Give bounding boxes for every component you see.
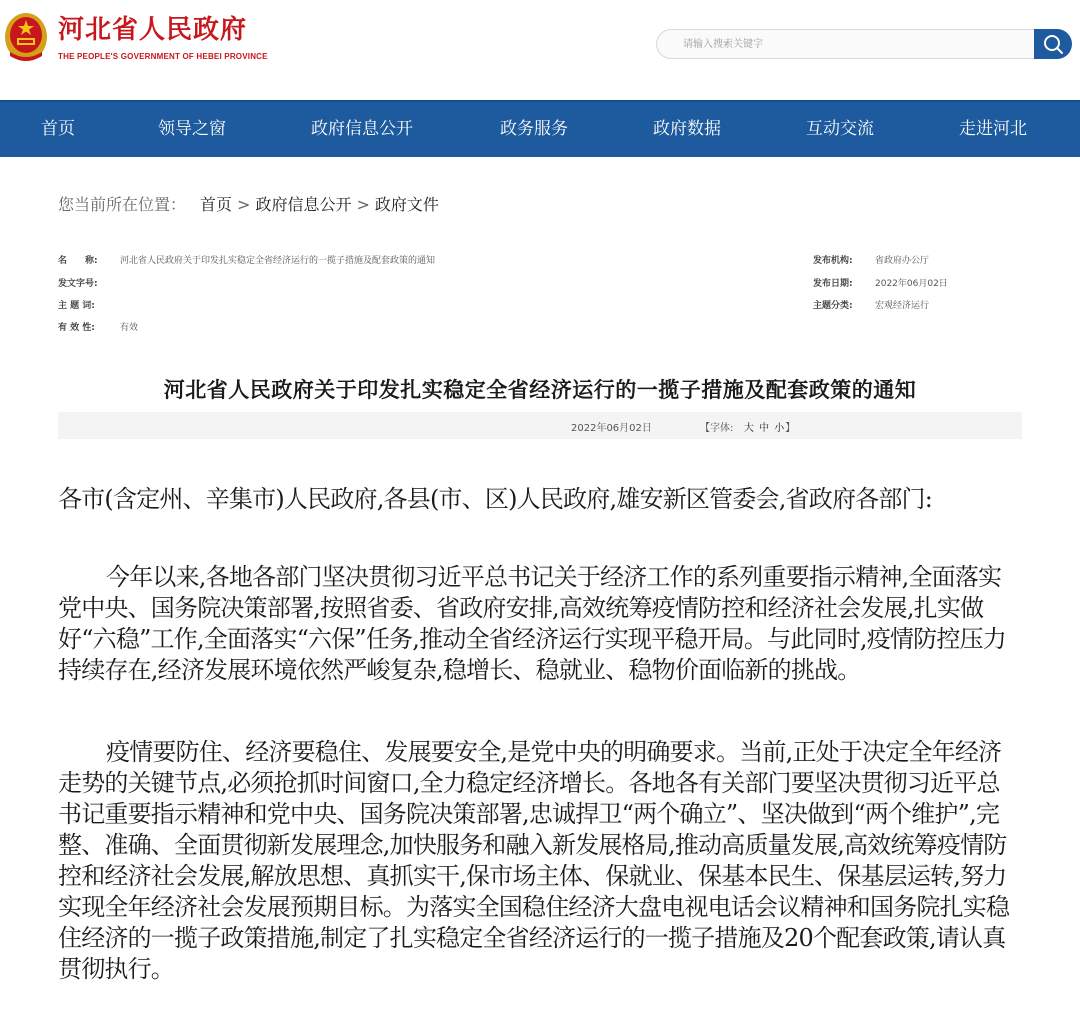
search-icon — [1042, 33, 1064, 55]
search-button[interactable] — [1034, 29, 1072, 59]
font-size-close: 】 — [785, 423, 796, 434]
article-title: 河北省人民政府关于印发扎实稳定全省经济运行的一揽子措施及配套政策的通知 — [163, 378, 917, 402]
breadcrumb-prefix: 您当前所在位置： — [58, 195, 187, 214]
meta-date-label: 发布日期: — [813, 279, 853, 289]
breadcrumb-gov-info[interactable]: 政府信息公开 — [255, 195, 352, 214]
article-date: 2022年06月02日 — [571, 423, 652, 434]
font-size-control — [700, 419, 795, 434]
meta-validity-label: 有 效 性: — [58, 323, 95, 333]
main-nav — [0, 100, 1080, 157]
font-size-label: 【字体: — [700, 423, 734, 434]
meta-org-label: 发布机构: — [813, 256, 853, 266]
site-title[interactable]: 河北省人民政府 — [58, 15, 248, 45]
meta-docno-row — [58, 276, 120, 289]
search-input[interactable] — [657, 30, 1034, 58]
meta-subject-row — [58, 298, 120, 311]
meta-validity-value: 有效 — [120, 323, 139, 333]
meta-date-row — [813, 276, 948, 289]
site-subtitle: THE PEOPLE'S GOVERNMENT OF HEBEI PROVINCE — [58, 52, 268, 61]
site-header — [0, 0, 1080, 100]
nav-item-leaders[interactable]: 领导之窗 — [158, 119, 226, 139]
nav-item-home[interactable]: 首页 — [41, 119, 75, 139]
article-salutation: 各市(含定州、辛集市)人民政府,各县(市、区)人民政府,雄安新区管委会,省政府各部门: — [58, 485, 933, 513]
meta-subject-label: 主 题 词: — [58, 301, 95, 311]
meta-docno-label: 发文字号: — [58, 279, 98, 289]
search-box — [656, 29, 1034, 59]
national-emblem-icon[interactable] — [4, 12, 48, 62]
nav-item-gov-data[interactable]: 政府数据 — [653, 119, 721, 139]
article-paragraph: 今年以来,各地各部门坚决贯彻习近平总书记关于经济工作的系列重要指示精神,全面落实党中央、国务院决策部署,按照省委、省政府安排,高效统筹疫情防控和经济社会发展,扎实做好“六稳”工作,全面落实“六保”任务,推动全省经济运行实现平稳开局。与此同时,疫情防控压力持续存在,经济发展环境依然严峻复杂,稳增长、稳就业、稳物价面临新的挑战。 — [58, 563, 1006, 684]
font-size-small-button[interactable]: 小 — [774, 423, 785, 434]
meta-category-value: 宏观经济运行 — [875, 301, 930, 311]
font-size-medium-button[interactable]: 中 — [759, 423, 770, 434]
meta-org-value: 省政府办公厅 — [875, 256, 930, 266]
meta-category-label: 主题分类: — [813, 301, 853, 311]
meta-org-row — [813, 253, 929, 266]
article-info-bar — [58, 412, 1022, 439]
meta-name-row — [58, 253, 435, 266]
nav-item-gov-info[interactable]: 政府信息公开 — [311, 119, 413, 139]
breadcrumb-gov-docs[interactable]: 政府文件 — [374, 195, 439, 214]
meta-validity-row — [58, 320, 138, 333]
nav-item-about-hebei[interactable]: 走进河北 — [959, 119, 1027, 139]
breadcrumb-home[interactable]: 首页 — [200, 195, 233, 214]
nav-item-interaction[interactable]: 互动交流 — [806, 119, 874, 139]
meta-date-value: 2022年06月02日 — [875, 279, 948, 289]
meta-name-label: 名 称: — [58, 256, 98, 266]
breadcrumb-separator: > — [356, 195, 370, 214]
breadcrumb — [58, 192, 439, 215]
meta-category-row — [813, 298, 929, 311]
font-size-large-button[interactable]: 大 — [743, 423, 754, 434]
article-paragraph: 疫情要防住、经济要稳住、发展要安全,是党中央的明确要求。当前,正处于决定全年经济走势的关键节点,必须抢抓时间窗口,全力稳定经济增长。各地各有关部门要坚决贯彻习近平总书记重要指示精神和党中央、国务院决策部署,忠诚捍卫“两个确立”、坚决做到“两个维护”,完整、准确、全面贯彻新发展理念,加快服务和融入新发展格局,推动高质量发展,高效统筹疫情防控和经济社会发展,解放思想、真抓实干,保市场主体、保就业、保基本民生、保基层运转,努力实现全年经济社会发展预期目标。为落实全国稳住经济大盘电视电话会议精神和国务院扎实稳住经济的一揽子政策措施,制定了扎实稳定全省经济运行的一揽子措施及20个配套政策,请认真贯彻执行。 — [58, 738, 1010, 983]
nav-item-services[interactable]: 政务服务 — [500, 119, 568, 139]
meta-name-value: 河北省人民政府关于印发扎实稳定全省经济运行的一揽子措施及配套政策的通知 — [120, 256, 436, 266]
breadcrumb-separator: > — [237, 195, 251, 214]
